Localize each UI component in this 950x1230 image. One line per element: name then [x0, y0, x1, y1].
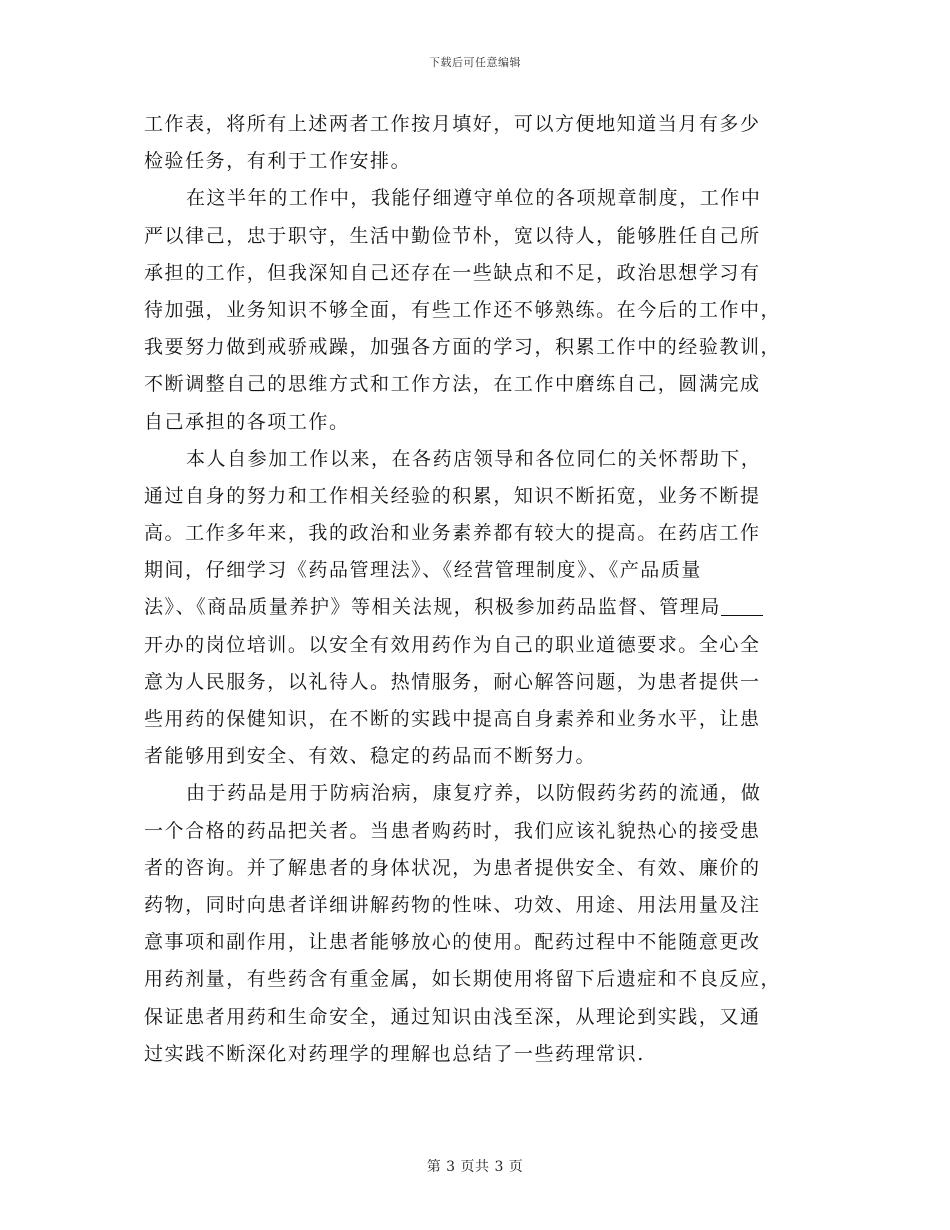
paragraph-3-line-9: 者能够用到安全、有效、稳定的药品而不断努力。: [144, 745, 597, 768]
paragraph-4-line-1: 由于药品是用于防病治病，康复疗养，以防假药劣药的流通，做: [186, 782, 762, 805]
paragraph-3-line-5: [144, 589, 804, 626]
paragraph-2-line-7: 自己承担的各项工作。: [144, 410, 350, 433]
paragraph-3-line-2: 通过自身的努力和工作相关经验的积累，知识不断拓宽，业务不断提: [144, 484, 761, 507]
paragraph-2-line-2: 严以律己，忠于职守，生活中勤俭节朴，宽以待人，能够胜任自己所: [144, 224, 761, 247]
paragraph-2-line-6: 不断调整自己的思维方式和工作方法，在工作中磨练自己，圆满完成: [144, 373, 761, 396]
page-footer: 第 3 页共 3 页: [426, 1159, 524, 1175]
fill-in-blank: [721, 597, 763, 616]
paragraph-3-line-1: 本人自参加工作以来，在各药店领导和各位同仁的关怀帮助下，: [186, 447, 762, 470]
paragraph-1-line-1: 工作表，将所有上述两者工作按月填好，可以方便地知道当月有多少: [144, 113, 761, 135]
paragraph-3-line-3: 高。工作多年来，我的政治和业务素养都有较大的提高。在药店工作: [144, 522, 761, 545]
paragraph-2-line-5: 我要努力做到戒骄戒躁，加强各方面的学习，积累工作中的经验教训，: [144, 336, 782, 359]
paragraph-4-line-6: 用药剂量，有些药含有重金属，如长期使用将留下后遗症和不良反应，: [144, 968, 782, 991]
paragraph-3-line-6: 开办的岗位培训。以安全有效用药作为自己的职业道德要求。全心全: [144, 633, 761, 656]
paragraph-3-line-7: 意为人民服务，以礼待人。热情服务，耐心解答问题，为患者提供一: [144, 670, 761, 693]
paragraph-3-line-4: 期间，仔细学习《药品管理法》、《经营管理制度》、《产品质量: [144, 559, 702, 582]
paragraph-3-line-8: 些用药的保健知识，在不断的实践中提高自身素养和业务水平，让患: [144, 708, 761, 730]
paragraph-4-line-2: 一个合格的药品把关者。当患者购药时，我们应该礼貌热心的接受患: [144, 819, 761, 842]
paragraph-4-line-4: 药物，同时向患者详细讲解药物的性味、功效、用途、用法用量及注: [144, 893, 761, 916]
paragraph-4-line-8: 过实践不断深化对药理学的理解也总结了一些药理常识.: [144, 1042, 645, 1065]
document-body: [144, 106, 804, 1073]
paragraph-2-line-4: 待加强，业务知识不够全面，有些工作还不够熟练。在今后的工作中，: [144, 298, 782, 321]
paragraph-2-line-3: 承担的工作，但我深知自己还存在一些缺点和不足，政治思想学习有: [144, 261, 761, 284]
paragraph-4-line-5: 意事项和副作用，让患者能够放心的使用。配药过程中不能随意更改: [144, 931, 761, 954]
paragraph-4-line-3: 者的咨询。并了解患者的身体状况，为患者提供安全、有效、廉价的: [144, 856, 761, 879]
paragraph-3-line-5-text: 法》、《商品质量养护》等相关法规，积极参加药品监督、管理局: [144, 596, 721, 619]
paragraph-4-line-7: 保证患者用药和生命安全，通过知识由浅至深，从理论到实践，又通: [144, 1005, 761, 1028]
paragraph-1-line-2: 检验任务，有利于工作安排。: [144, 150, 412, 173]
paragraph-2-line-1: 在这半年的工作中，我能仔细遵守单位的各项规章制度，工作中: [186, 187, 762, 210]
page-header: 下载后可任意编辑: [429, 56, 521, 69]
